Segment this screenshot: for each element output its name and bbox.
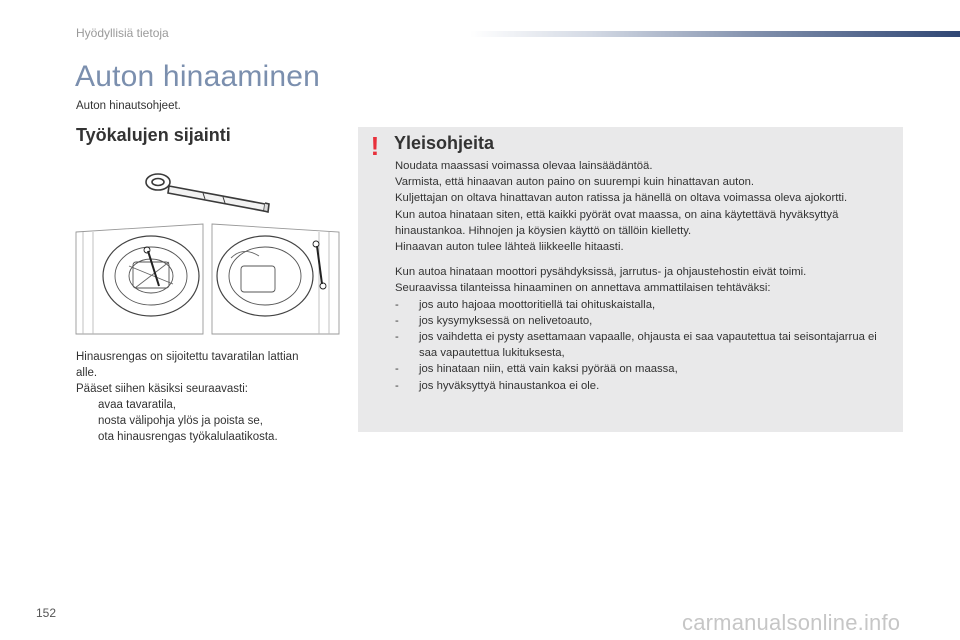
tools-instructions	[76, 349, 321, 445]
general-body	[395, 158, 895, 394]
dash-marker: -	[395, 379, 399, 392]
bullet-icon	[76, 397, 98, 413]
general-paragraph: Hinaavan auton tulee lähteä liikkeelle hitaasti.	[395, 241, 624, 254]
list-item	[395, 329, 895, 361]
page-number: 152	[36, 606, 57, 620]
step-text: avaa tavaratila,	[98, 399, 176, 411]
list-item	[76, 429, 321, 445]
general-paragraph: Seuraavissa tilanteissa hinaaminen on annettava ammattilaisen tehtäväksi:	[395, 282, 771, 295]
list-item	[395, 378, 895, 394]
step-text: ota hinausrengas työkalulaatikosta.	[98, 431, 278, 443]
case-text: jos hyväksyttyä hinaustankoa ei ole.	[419, 379, 600, 392]
list-item	[395, 297, 895, 313]
bullet-icon	[76, 413, 98, 429]
section-header: Hyödyllisiä tietoja	[76, 26, 169, 40]
list-item	[76, 413, 321, 429]
dash-marker: -	[395, 363, 399, 376]
case-text: jos kysymyksessä on nelivetoauto,	[419, 314, 593, 327]
page-title: Auton hinaaminen	[75, 60, 321, 93]
tools-access: Pääset siihen käsiksi seuraavasti:	[76, 383, 248, 395]
tools-heading: Työkalujen sijainti	[76, 125, 231, 145]
dash-marker: -	[395, 298, 399, 311]
general-paragraph: Varmista, että hinaavan auton paino on suurempi kuin hinattavan auton.	[395, 176, 755, 189]
general-heading: Yleisohjeita	[394, 133, 495, 153]
bullet-icon	[76, 429, 98, 445]
towing-eye-icon	[146, 174, 269, 212]
watermark: carmanualsonline.info	[682, 610, 901, 635]
case-text: jos vaihdetta ei pysty asettamaan vapaalle, ohjausta ei saa vapautettua tai seisontajarrua ei saa vapautettua lukituksesta,	[419, 331, 877, 360]
general-paragraph: Kun autoa hinataan moottori pysähdyksissä, jarrutus- ja ohjaustehostin eivät toimi.	[395, 266, 807, 279]
general-paragraph: Kun autoa hinataan siten, että kaikki pyörät ovat maassa, on aina käytettävä hyväksyttyä hinaustankoa. Hihnojen ja köysien käyttö on tällöin kielletty.	[395, 208, 839, 237]
trunk-left-drawing	[76, 224, 203, 334]
case-text: jos auto hajoaa moottoritiellä tai ohituskaistalla,	[419, 298, 656, 311]
list-item	[76, 397, 321, 413]
general-paragraph: Kuljettajan on oltava hinattavan auton ratissa ja hänellä on oltava voimassa oleva ajokortti.	[395, 192, 848, 205]
list-item	[395, 313, 895, 329]
general-paragraph: Noudata maassasi voimassa olevaa lainsäädäntöä.	[395, 160, 653, 172]
trunk-right-drawing	[212, 224, 339, 334]
page-subtitle: Auton hinautsohjeet.	[76, 100, 181, 112]
step-text: nosta välipohja ylös ja poista se,	[98, 415, 263, 427]
list-item	[395, 361, 895, 377]
case-text: jos hinataan niin, että vain kaksi pyörää on maassa,	[419, 363, 678, 376]
tools-intro: Hinausrengas on sijoitettu tavaratilan lattian alle.	[76, 351, 299, 379]
warning-icon: !	[370, 131, 380, 161]
towing-eye-illustration	[73, 166, 341, 340]
header-bar	[470, 31, 960, 37]
dash-marker: -	[395, 314, 399, 327]
dash-marker: -	[395, 331, 399, 344]
